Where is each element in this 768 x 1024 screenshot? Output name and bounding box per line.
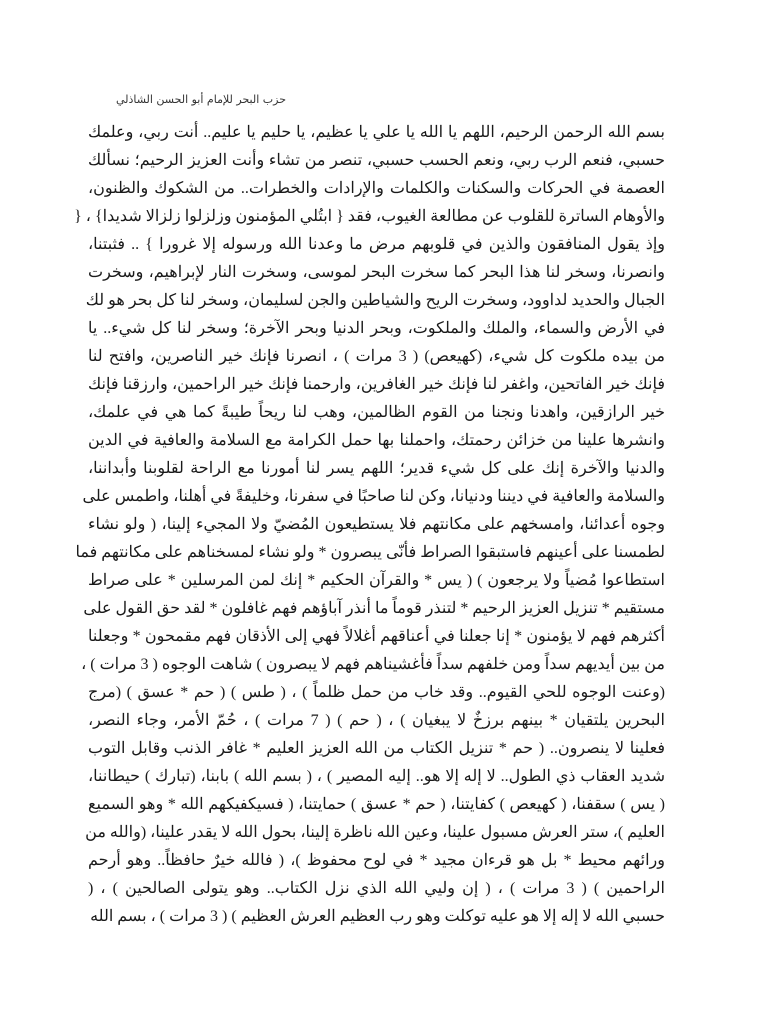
text-line: البحرين يلتقيان * بينهم برزخٌ لا يبغيان ) ، ( حم ) ( 7 مرات ) ، حُمّ الأمر، وجاء النصر، bbox=[88, 712, 666, 729]
text-line: من بين أيديهم سداً ومن خلفهم سداً فأغشيناهم فهم لا يبصرون ) شاهت الوجوه ( 3 مرات ) ، bbox=[81, 656, 665, 673]
text-line: أكثرهم فهم لا يؤمنون * إنا جعلنا في أعناقهم أغلالاً فهي إلى الأذقان فهم مقمحون * وجعلنا bbox=[88, 628, 665, 645]
text-line: استطاعوا مُضياً ولا يرجعون ) ( يس * والقرآن الحكيم * إنك لمن المرسلين * على صراط bbox=[88, 572, 665, 589]
text-line: الجبال والحديد لداوود، وسخرت الريح والشياطين والجن لسليمان، وسخر لنا كل بحر هو لك bbox=[85, 292, 665, 309]
text-line: خير الرازقين، واهدنا ونجنا من القوم الظالمين، وهب لنا ريحاً طيبةً كما هي في علمك، bbox=[88, 404, 665, 421]
text-line: فعلينا لا ينصرون.. ( حم * تنزيل الكتاب من الله العزيز العليم * غافر الذنب وقابل التوب bbox=[88, 740, 665, 757]
text-line: حسبي الله لا إله إلا هو عليه توكلت وهو رب العظيم العرش العظيم ) ( 3 مرات ) ، بسم الله bbox=[90, 908, 665, 925]
text-line: والسلامة والعافية في ديننا ودنيانا، وكن لنا صاحبًا في سفرنا، وخليفةً في أهلنا، واطمس على bbox=[82, 488, 665, 505]
text-line: والدنيا والآخرة إنك على كل شيء قدير؛ اللهم يسر لنا أمورنا مع الراحة لقلوبنا وأبداننا، bbox=[88, 460, 665, 477]
text-line: مستقيم * تنزيل العزيز الرحيم * لتنذر قوماً ما أنذر آباؤهم فهم غافلون * لقد حق القول على bbox=[83, 600, 665, 617]
text-line: في الأرض والسماء، والملك والملكوت، وبحر الدنيا وبحر الآخرة؛ وسخر لنا كل شيء.. يا bbox=[88, 320, 665, 337]
text-line: وانشرها علينا من خزائن رحمتك، واحملنا بها حمل الكرامة مع السلامة والعافية في الدين bbox=[88, 432, 665, 449]
text-line: لطمسنا على أعينهم فاستبقوا الصراط فأنّى يبصرون * ولو نشاء لمسخناهم على مكانتهم فما bbox=[75, 544, 665, 561]
text-line: حسبي، فنعم الرب ربي، ونعم الحسب حسبي، تنصر من تشاء وأنت العزيز الرحيم؛ نسألك bbox=[88, 152, 665, 169]
text-line: وانصرنا، وسخر لنا هذا البحر كما سخرت البحر لموسى، وسخرت النار لإبراهيم، وسخرت bbox=[88, 264, 665, 281]
text-line: (وعنت الوجوه للحي القيوم.. وقد خاب من حمل ظلماً ) ، ( طس ) ( حم * عسق ) (مرج bbox=[88, 684, 665, 701]
text-line: من بيده ملكوت كل شيء، (كهيعص) ( 3 مرات ) ، انصرنا فإنك خير الناصرين، وافتح لنا bbox=[88, 348, 666, 365]
text-line: فإنك خير الفاتحين، واغفر لنا فإنك خير الغافرين، وارحمنا فإنك خير الراحمين، وارزقنا فإنك bbox=[88, 376, 665, 393]
text-line: ورائهم محيط * بل هو قرءان مجيد * في لوح محفوظ )، ( فالله خيرٌ حافظاً.. وهو أرحم bbox=[88, 852, 665, 869]
text-line: وإذ يقول المنافقون والذين في قلوبهم مرض ما وعدنا الله ورسوله إلا غرورا } .. فثبتنا، bbox=[88, 236, 665, 253]
text-line: ( يس ) سقفنا، ( كهيعص ) كفايتنا، ( حم * عسق ) حمايتنا، ( فسيكفيكهم الله * وهو السميع bbox=[88, 796, 665, 813]
text-line: وجوه أعدائنا، وامسخهم على مكانتهم فلا يستطيعون المُضيّ ولا المجيء إلينا، ( ولو نشاء bbox=[88, 516, 665, 533]
text-line: والأوهام الساترة للقلوب عن مطالعة الغيوب، فقد { ابتُلي المؤمنون وزلزلوا زلزالا شديدا} ، { bbox=[74, 208, 665, 225]
text-line: بسم الله الرحمن الرحيم، اللهم يا الله يا علي يا عظيم، يا حليم يا عليم.. أنت ربي، وعلمك bbox=[88, 124, 665, 141]
text-line: العصمة في الحركات والسكنات والكلمات والإرادات والخطرات.. من الشكوك والظنون، bbox=[88, 180, 666, 197]
running-header-title: حزب البحر للإمام أبو الحسن الشاذلي bbox=[115, 93, 286, 106]
text-line: العليم )، ستر العرش مسبول علينا، وعين الله ناظرة إلينا، بحول الله لا يقدر علينا، (والله من bbox=[85, 824, 665, 841]
text-line: الراحمين ) ( 3 مرات ) ، ( إن وليي الله الذي نزل الكتاب.. وهو يتولى الصالحين ) ، ( bbox=[88, 880, 665, 897]
text-line: شديد العقاب ذي الطول.. لا إله إلا هو.. إليه المصير ) ، ( بسم الله ) بابنا، (تبارك ) حيطاننا، bbox=[88, 768, 665, 785]
prayer-body-text bbox=[74, 119, 666, 931]
